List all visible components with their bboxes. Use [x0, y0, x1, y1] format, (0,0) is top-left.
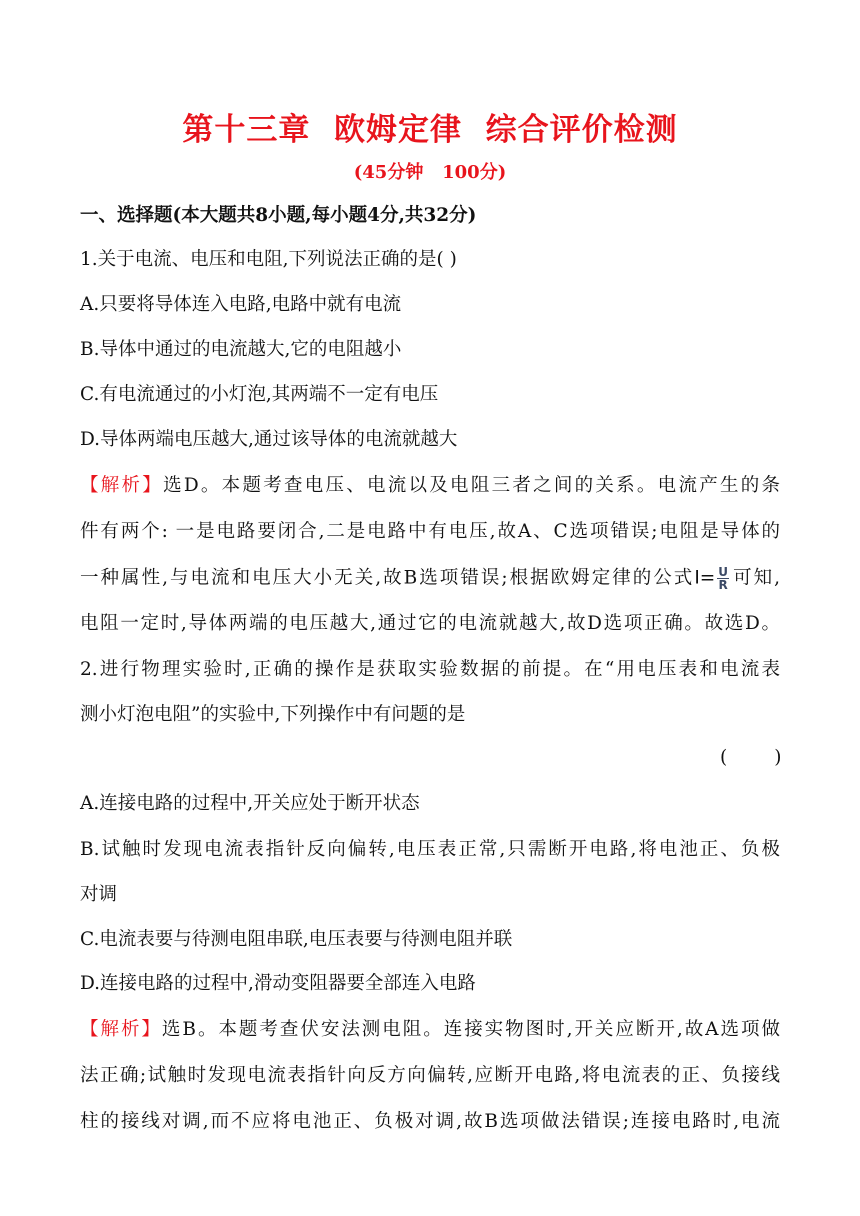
fraction-denominator: R [718, 578, 728, 592]
question-2-option-a: A.连接电路的过程中,开关应处于断开状态 [80, 793, 420, 814]
question-2-stem-line-1: 2.进行物理实验时,正确的操作是获取实验数据的前提。在“用电压表和电流表 [80, 659, 780, 680]
question-2-analysis-line-3: 柱的接线对调,而不应将电池正、负极对调,故B选项做法错误;连接电路时,电流 [80, 1111, 780, 1132]
question-1-analysis-line-2: 件有两个: 一是电路要闭合,二是电路中有电压,故A、C选项错误;电阻是导体的 [80, 521, 780, 542]
question-2-stem-line-2: 测小灯泡电阻”的实验中,下列操作中有问题的是 [80, 704, 466, 725]
question-2-answer-blank: ( ) [720, 747, 782, 768]
analysis-tag: 【解析】 [80, 475, 164, 496]
question-2-option-d: D.连接电路的过程中,滑动变阻器要全部连入电路 [80, 973, 476, 994]
section-heading: 一、选择题(本大题共8小题,每小题4分,共32分) [80, 205, 477, 226]
question-2-option-b: B.试触时发现电流表指针反向偏转,电压表正常,只需断开电路,将电池正、负极 [80, 839, 780, 860]
question-1-analysis-line-4: 电阻一定时,导体两端的电压越大,通过它的电流就越大,故D选项正确。故选D。 [80, 613, 780, 634]
formula-lhs: I= [694, 567, 716, 589]
ohm-law-fraction [717, 566, 729, 591]
question-2-option-b-continued: 对调 [80, 884, 118, 905]
question-1-option-d: D.导体两端电压越大,通过该导体的电流就越大 [80, 429, 458, 450]
page-title: 第十三章 欧姆定律 综合评价检测 [182, 112, 678, 148]
question-2-option-c: C.电流表要与待测电阻串联,电压表要与待测电阻并联 [80, 929, 513, 950]
question-1-analysis-line-1: 【解析】选D。本题考查电压、电流以及电阻三者之间的关系。电流产生的条 [80, 475, 780, 496]
question-1-option-c: C.有电流通过的小灯泡,其两端不一定有电压 [80, 384, 439, 405]
analysis-tag: 【解析】 [80, 1019, 162, 1040]
question-1-option-a: A.只要将导体连入电路,电路中就有电流 [80, 294, 402, 315]
question-1-analysis-line-3: 一种属性,与电流和电压大小无关,故B选项错误;根据欧姆定律的公式I= $\frac{U}{R}$ 可知, [80, 565, 780, 592]
page-subtitle: (45分钟 100分) [353, 162, 507, 183]
question-2-analysis-line-2: 法正确;试触时发现电流表指针向反方向偏转,应断开电路,将电流表的正、负接线 [80, 1065, 780, 1086]
question-2-analysis-line-1: 【解析】选B。本题考查伏安法测电阻。连接实物图时,开关应断开,故A选项做 [80, 1019, 780, 1040]
question-1-stem: 1.关于电流、电压和电阻,下列说法正确的是( ) [80, 249, 457, 270]
fraction-numerator: U [718, 565, 729, 579]
question-1-option-b: B.导体中通过的电流越大,它的电阻越小 [80, 339, 402, 360]
